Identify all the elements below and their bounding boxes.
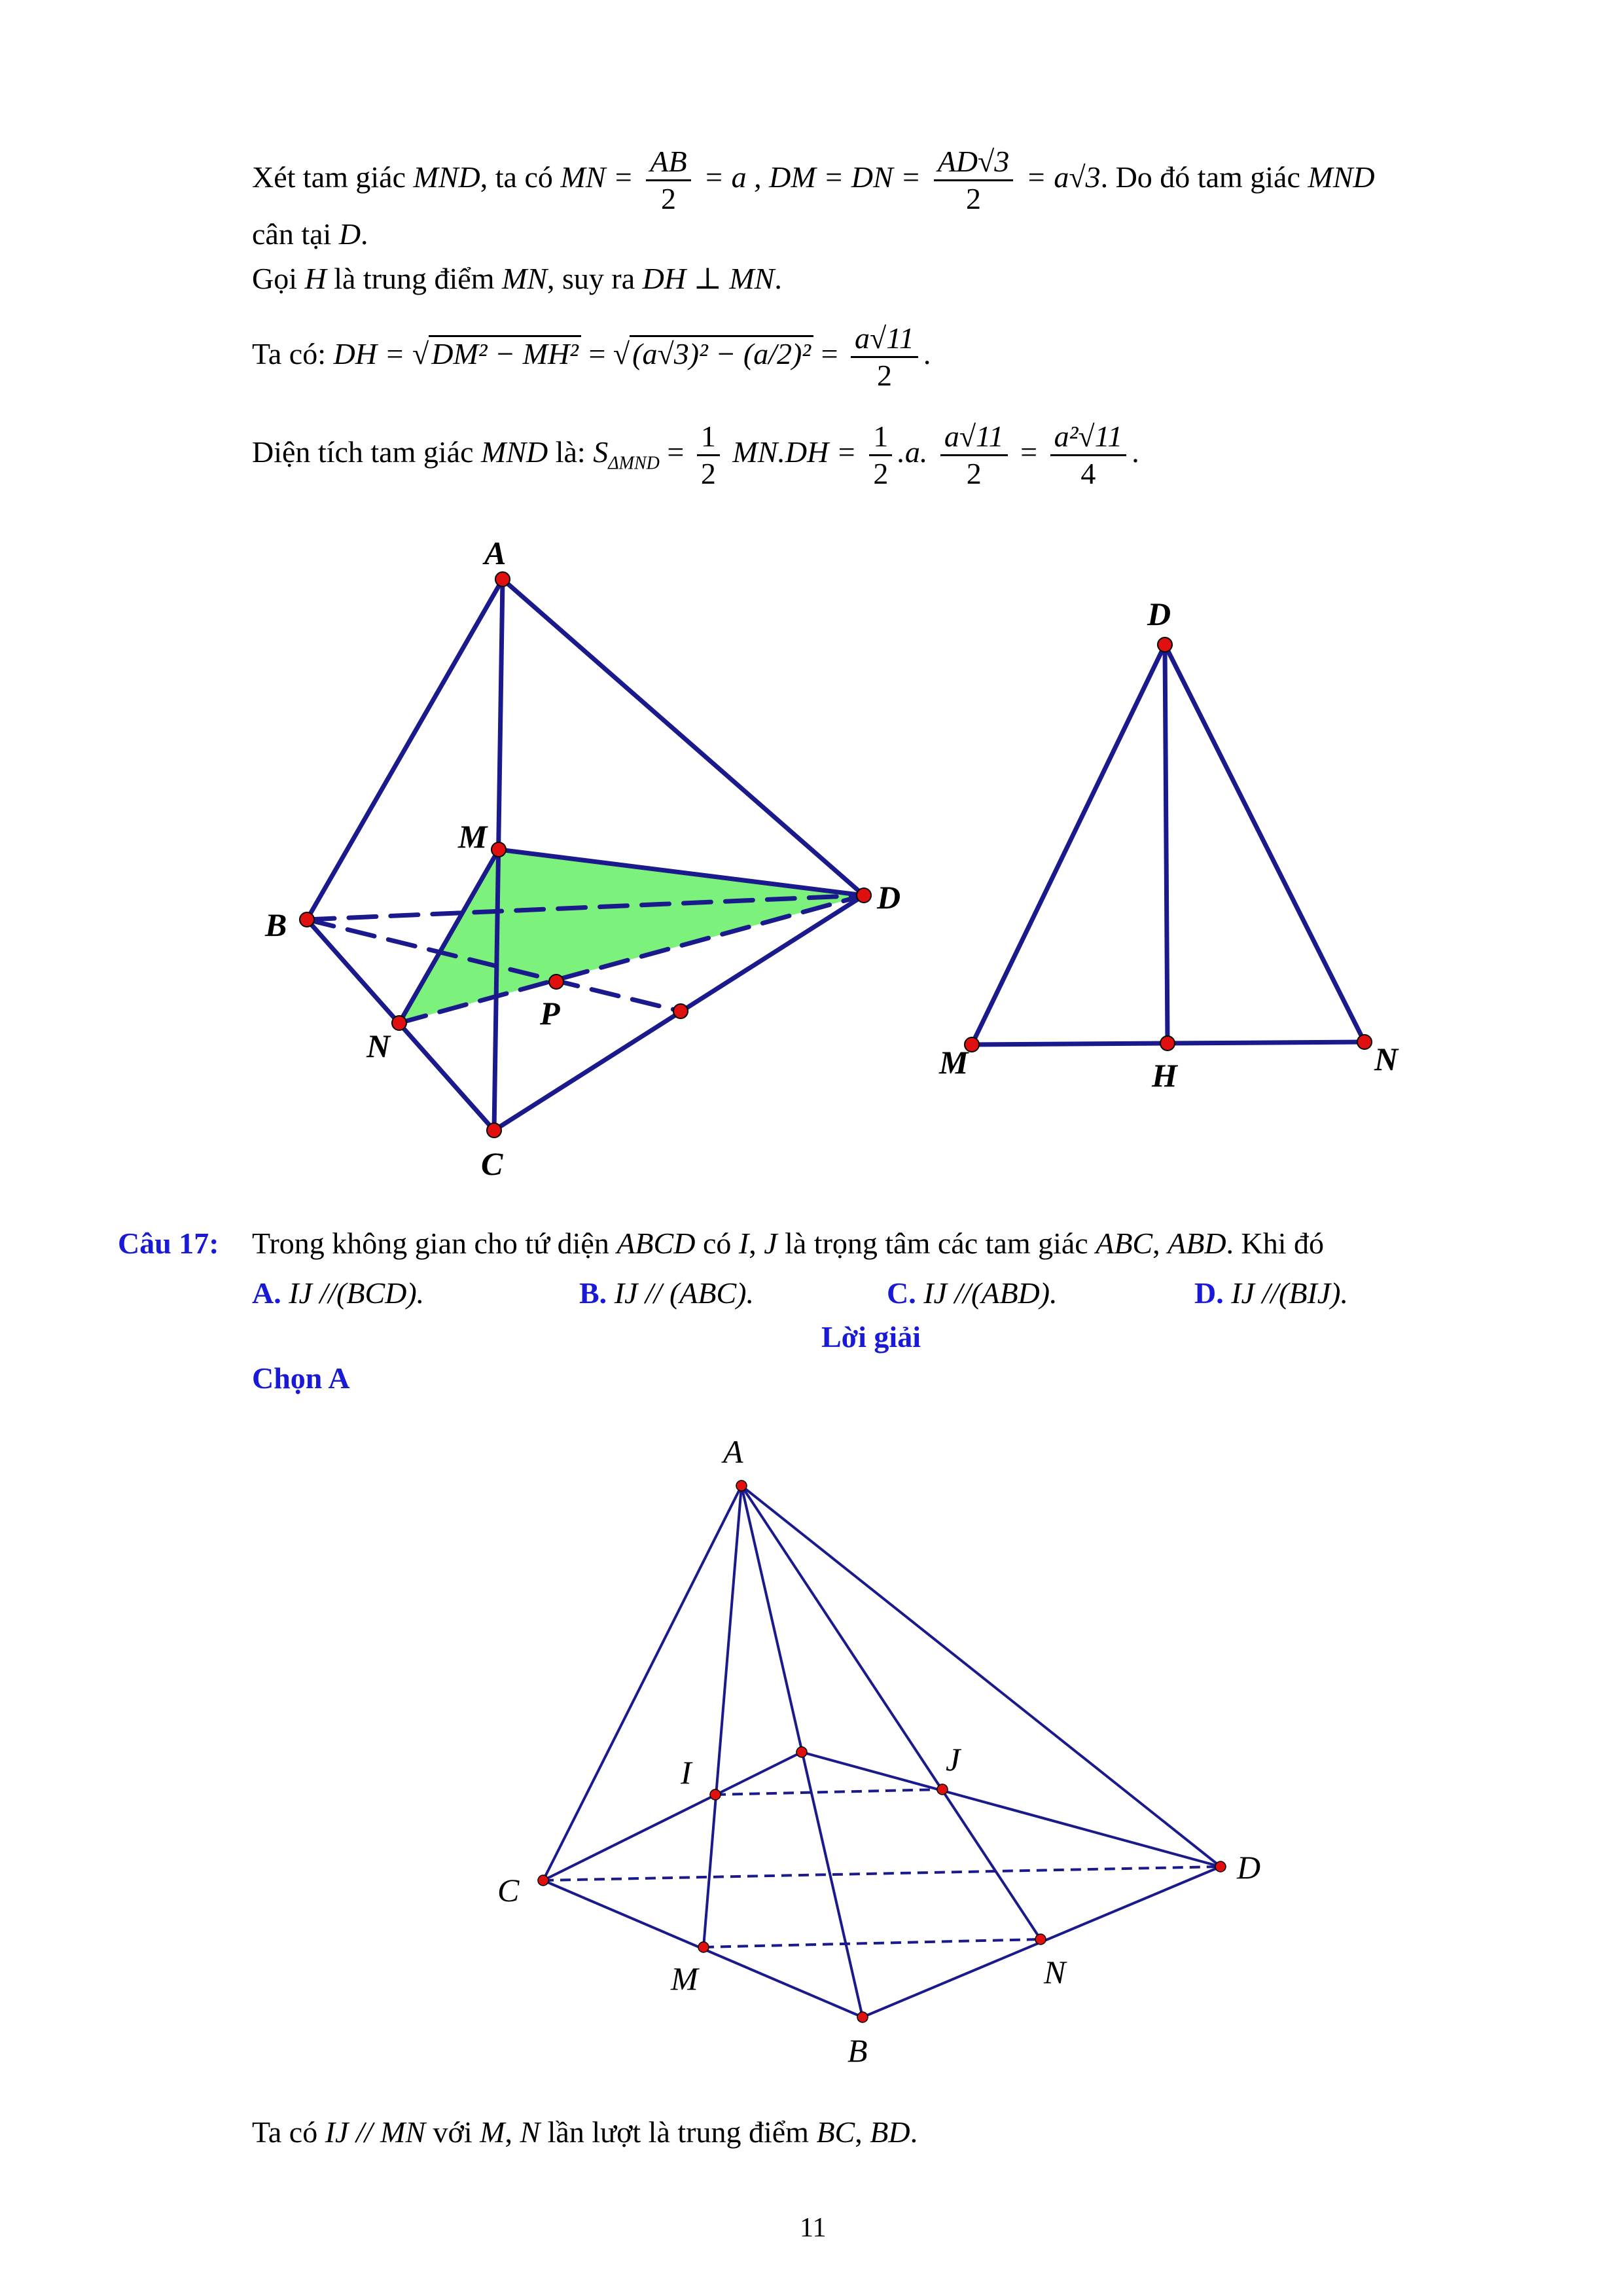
question-17-text	[252, 1225, 1324, 1262]
text: Ta có:	[252, 337, 327, 371]
option-text: IJ // (ABC).	[614, 1276, 754, 1310]
chosen-answer: Chọn A	[252, 1361, 350, 1395]
numerator: a√11	[940, 419, 1008, 456]
label-n: N	[1044, 1954, 1066, 1990]
math-mnd: MND	[1308, 160, 1375, 194]
numerator: 1	[869, 419, 892, 456]
point-n	[1357, 1035, 1372, 1049]
text: . Do đó tam giác	[1100, 160, 1300, 194]
label-p: P	[540, 995, 560, 1031]
text: ,	[855, 2115, 863, 2149]
tetrahedron-figure-3	[543, 1486, 1221, 2017]
option-key: A.	[252, 1276, 281, 1310]
numerator: 1	[697, 419, 720, 456]
edge-ad	[503, 579, 864, 895]
point-m	[698, 1942, 709, 1952]
math-mnd: MND	[413, 160, 480, 194]
label-m: M	[458, 818, 488, 855]
math-abc: ABC	[1096, 1227, 1153, 1260]
text: , suy ra	[547, 262, 635, 295]
text: .	[361, 217, 368, 251]
point-d	[1158, 637, 1172, 652]
edge-dh	[1165, 645, 1168, 1043]
math-a-sqrt3: = a√3	[1026, 160, 1101, 194]
math-h: H	[304, 262, 327, 295]
label-h: H	[1152, 1057, 1177, 1094]
math-dh-perp-mn: DH ⊥ MN	[642, 262, 775, 295]
text: =	[588, 337, 606, 371]
edge-dm	[972, 645, 1165, 1045]
triangle-figure-2	[972, 645, 1364, 1045]
edge-ab	[307, 579, 503, 920]
math-a: .a.	[897, 435, 928, 469]
math-bc: BC	[816, 2115, 855, 2149]
option-key: C.	[887, 1276, 916, 1310]
label-c: C	[481, 1145, 503, 1182]
point-m	[491, 842, 506, 857]
math-m: M	[480, 2115, 505, 2149]
point-d	[1215, 1861, 1226, 1872]
label-n: N	[1374, 1041, 1399, 1077]
text: là:	[555, 435, 586, 469]
math-d: D	[338, 217, 361, 251]
text: .	[910, 2115, 918, 2149]
point-a	[495, 572, 510, 586]
label-m: M	[939, 1044, 969, 1081]
denominator: 2	[966, 457, 982, 490]
point-p	[549, 975, 563, 989]
edge-dn	[1165, 645, 1364, 1042]
final-line	[252, 2114, 918, 2151]
math-mnd: MND	[481, 435, 548, 469]
edge-ac	[543, 1486, 741, 1880]
text: với	[433, 2115, 473, 2149]
option-a	[252, 1275, 424, 1312]
tetrahedron-figure-1	[307, 579, 864, 1130]
option-d	[1194, 1275, 1348, 1312]
label-a: A	[723, 1433, 743, 1470]
question-17	[118, 1225, 219, 1262]
text: =	[667, 435, 685, 469]
text: .	[774, 262, 782, 295]
point-top	[796, 1747, 807, 1757]
label-n: N	[366, 1028, 391, 1064]
text: Xét tam giác	[252, 160, 406, 194]
edge-ij-dashed	[715, 1789, 942, 1795]
text: ,	[1152, 1227, 1160, 1260]
label-m: M	[671, 1960, 698, 1997]
edge-top-d	[802, 1752, 1221, 1867]
math-mn-dh: MN.DH =	[732, 435, 857, 469]
denominator: 2	[876, 359, 892, 392]
solution-heading: Lời giải	[821, 1320, 921, 1354]
label-a: A	[484, 535, 507, 571]
math-ij-parallel-mn: IJ // MN	[325, 2115, 426, 2149]
text: ,	[749, 1227, 757, 1260]
point-b	[857, 2012, 868, 2022]
denominator: 2	[965, 182, 981, 215]
math-n: N	[520, 2115, 541, 2149]
denominator: 2	[873, 457, 889, 490]
math-dm-dn: DM = DN =	[769, 160, 921, 194]
denominator: 2	[661, 182, 677, 215]
text: . Khi đó	[1226, 1227, 1325, 1260]
point-n	[392, 1016, 406, 1030]
question-number: Câu 17:	[118, 1227, 219, 1260]
solution-line-4: Ta có: DH = √DM² − MH² = √(a√3)² − (a/2)² = $\frac{a√11}{2}$ .	[252, 321, 931, 392]
label-d: D	[1237, 1849, 1261, 1886]
point-mid-cd	[673, 1004, 688, 1018]
text: lần lượt là trung điểm	[547, 2115, 809, 2149]
numerator: AB	[646, 144, 690, 181]
text: Diện tích tam giác	[252, 435, 474, 469]
math-j: J	[764, 1227, 777, 1260]
point-b	[300, 912, 314, 927]
option-key: D.	[1194, 1276, 1224, 1310]
text: ,	[505, 2115, 512, 2149]
math-eq-a: = a ,	[704, 160, 762, 194]
edge-ad	[741, 1486, 1221, 1867]
numerator: a√11	[851, 321, 918, 358]
text: .	[923, 337, 931, 371]
text: Gọi	[252, 262, 297, 295]
text: Trong không gian cho tứ diện	[252, 1227, 609, 1260]
denominator: 4	[1080, 457, 1096, 490]
triangle-mnd-fill	[399, 850, 864, 1023]
edge-cd-dashed	[543, 1867, 1221, 1880]
math-i: I	[738, 1227, 749, 1260]
math-abd: ABD	[1168, 1227, 1226, 1260]
text: =	[821, 337, 838, 371]
point-i	[710, 1789, 721, 1800]
point-c	[487, 1123, 501, 1138]
text: là trung điểm	[334, 262, 495, 295]
math-mn: MN	[502, 262, 548, 295]
text: =	[1020, 435, 1038, 469]
math-sub: ΔMND	[608, 453, 660, 474]
option-key: B.	[579, 1276, 607, 1310]
label-c: C	[497, 1872, 520, 1909]
edge-mn-dashed	[704, 1939, 1041, 1947]
option-text: IJ //(BCD).	[289, 1276, 425, 1310]
point-c	[538, 1875, 548, 1886]
edge-c-top	[543, 1752, 802, 1880]
math-bd: BD	[870, 2115, 910, 2149]
text: là trọng tâm các tam giác	[785, 1227, 1088, 1260]
math-abcd: ABCD	[616, 1227, 696, 1260]
label-b: B	[847, 2032, 868, 2069]
page-number: 11	[800, 2213, 827, 2243]
label-b: B	[265, 906, 287, 943]
option-text: IJ //(BIJ).	[1231, 1276, 1349, 1310]
point-a	[736, 1480, 747, 1491]
text: .	[1132, 435, 1139, 469]
radicand-2: (a√3)² − (a/2)²	[630, 335, 813, 370]
numerator: a²√11	[1050, 419, 1127, 456]
radicand: DM² − MH²	[429, 335, 581, 370]
point-j	[937, 1784, 948, 1795]
text: có	[702, 1227, 732, 1260]
label-d: D	[1147, 596, 1171, 632]
point-h	[1160, 1036, 1175, 1050]
option-c	[887, 1275, 1058, 1312]
label-d: D	[877, 879, 901, 916]
label-j: J	[946, 1741, 961, 1778]
math-s: S	[593, 435, 609, 469]
text: Ta có	[252, 2115, 318, 2149]
point-n	[1035, 1934, 1046, 1945]
denominator: 2	[700, 457, 716, 490]
numerator: AD√3	[934, 144, 1014, 181]
math-mn: MN =	[560, 160, 633, 194]
label-i: I	[681, 1754, 692, 1791]
text: cân tại	[252, 217, 332, 251]
option-b	[579, 1275, 754, 1312]
math-dh: DH =	[333, 337, 405, 371]
text: , ta có	[480, 160, 553, 194]
option-text: IJ //(ABD).	[923, 1276, 1058, 1310]
point-d	[857, 888, 871, 903]
